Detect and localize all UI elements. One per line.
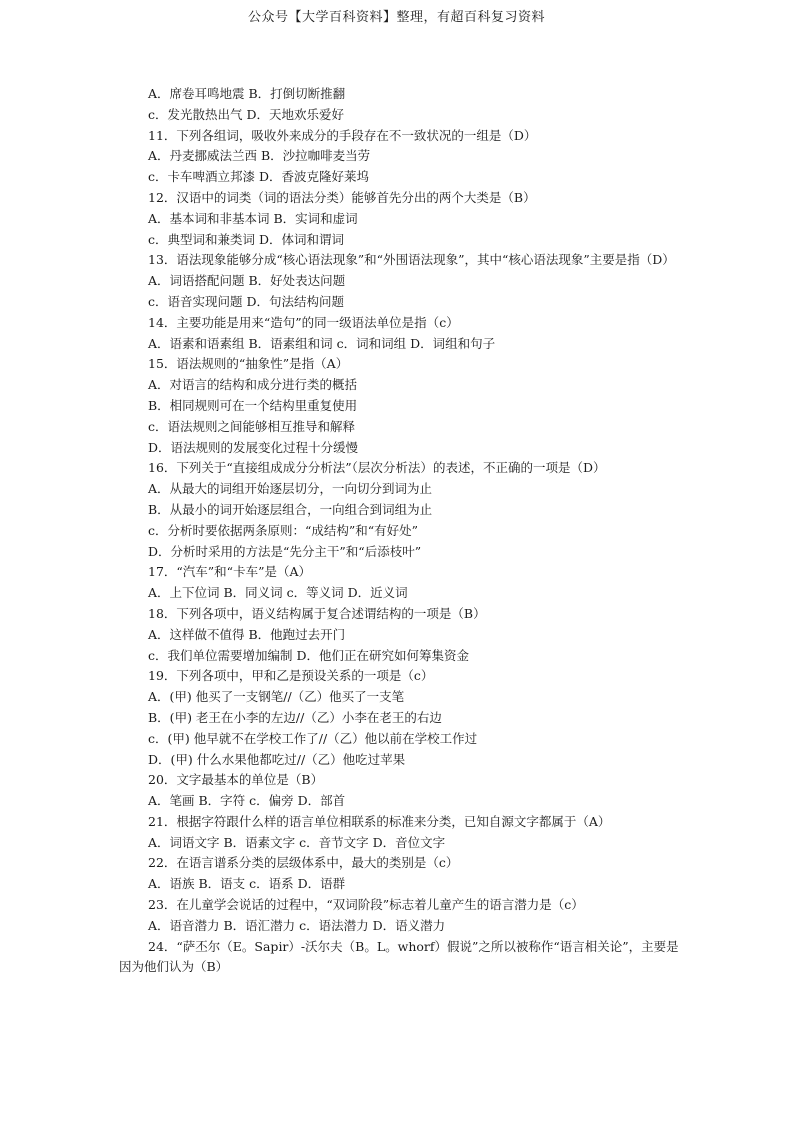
text-line: 14．主要功能是用来“造句”的同一级语法单位是指（c） <box>148 314 459 330</box>
text-line: 22．在语言谱系分类的层级体系中，最大的类别是（c） <box>148 855 459 871</box>
text-line: A．从最大的词组开始逐层切分，一向切分到词为止 <box>148 481 433 497</box>
text-line: A．对语言的结构和成分进行类的概括 <box>148 377 358 393</box>
text-line: A．丹麦挪威法兰西 B．沙拉咖啡麦当劳 <box>148 148 371 164</box>
text-line: A．语音潜力 B．语汇潜力 c．语法潜力 D．语义潜力 <box>148 917 446 933</box>
text-line: B．(甲) 老王在小李的左边//（乙）小李在老王的右边 <box>148 709 442 725</box>
text-line: B．相同规则可在一个结构里重复使用 <box>148 397 358 413</box>
text-line: 24．“萨丕尔（E。Sapir）-沃尔夫（B。L。whorf）假说”之所以被称作“语言相关论”，主要是因为他们认为（B） <box>119 938 679 975</box>
text-line: 21．根据字符跟什么样的语言单位相联系的标准来分类，已知自源文字都属于（A） <box>148 813 611 829</box>
text-line: A．语素和语素组 B．语素组和词 c．词和词组 D．词组和句子 <box>148 335 496 351</box>
text-line: D．语法规则的发展变化过程十分缓慢 <box>148 439 359 455</box>
text-line: A．席卷耳鸣地震 B．打倒切断推翻 <box>148 86 346 101</box>
text-line: c．语音实现问题 D．句法结构问题 <box>148 293 344 309</box>
text-line: c．卡车啤酒立邦漆 D．香波克隆好莱坞 <box>148 169 369 185</box>
text-line: c．我们单位需要增加编制 D．他们正在研究如何筹集资金 <box>148 647 469 663</box>
text-line: c．(甲) 他早就不在学校工作了//（乙）他以前在学校工作过 <box>148 730 478 746</box>
text-line: 20．文字最基本的单位是（B） <box>148 772 324 788</box>
text-line: D．分析时采用的方法是“先分主干”和“后添枝叶” <box>148 543 422 559</box>
text-line: A．语族 B．语支 c．语系 D．语群 <box>148 876 346 892</box>
text-line: c．发光散热出气 D．天地欢乐爱好 <box>148 106 344 122</box>
text-line: B．从最小的词开始逐层组合，一向组合到词组为止 <box>148 501 433 517</box>
text-line: c．语法规则之间能够相互推导和解释 <box>148 418 356 434</box>
text-line: 13．语法现象能够分成“核心语法现象”和“外围语法现象”，其中“核心语法现象”主要是指（D） <box>148 252 675 268</box>
page-header: 公众号【大学百科资料】整理，有超百科复习资料 <box>247 10 545 25</box>
text-line: 12．汉语中的词类（词的语法分类）能够首先分出的两个大类是（B） <box>148 189 536 205</box>
text-line: A．笔画 B．字符 c．偏旁 D．部首 <box>148 793 346 809</box>
text-line: A．(甲) 他买了一支钢笔//（乙）他买了一支笔 <box>148 689 405 705</box>
text-line: A．基本词和非基本词 B．实词和虚词 <box>148 210 358 226</box>
document-body <box>119 84 679 978</box>
text-line: 23．在儿童学会说话的过程中，“双词阶段”标志着儿童产生的语言潜力是（c） <box>148 897 584 913</box>
text-line: 16．下列关于“直接组成成分分析法”（层次分析法）的表述，不正确的一项是（D） <box>148 460 606 476</box>
text-line: A．词语文字 B．语素文字 c．音节文字 D．音位文字 <box>148 834 446 850</box>
text-line: c．分析时要依据两条原则：“成结构”和“有好处” <box>148 522 419 538</box>
text-line: 15．语法规则的“抽象性”是指（A） <box>148 356 349 372</box>
text-line: D．(甲) 什么水果他都吃过//（乙）他吃过苹果 <box>148 751 406 767</box>
text-line: 19．下列各项中，甲和乙是预设关系的一项是（c） <box>148 668 434 684</box>
text-line: 17．“汽车”和“卡车”是（A） <box>148 564 311 580</box>
text-line: c．典型词和兼类词 D．体词和谓词 <box>148 231 344 247</box>
text-line: A．词语搭配问题 B．好处表达问题 <box>148 273 346 289</box>
text-line: A．上下位词 B．同义词 c．等义词 D．近义词 <box>148 585 408 601</box>
text-line: 18．下列各项中，语义结构属于复合述谓结构的一项是（B） <box>148 605 486 621</box>
text-line: 11．下列各组词，吸收外来成分的手段存在不一致状况的一组是（D） <box>148 127 537 143</box>
text-line: A．这样做不值得 B．他跑过去开门 <box>148 626 346 642</box>
